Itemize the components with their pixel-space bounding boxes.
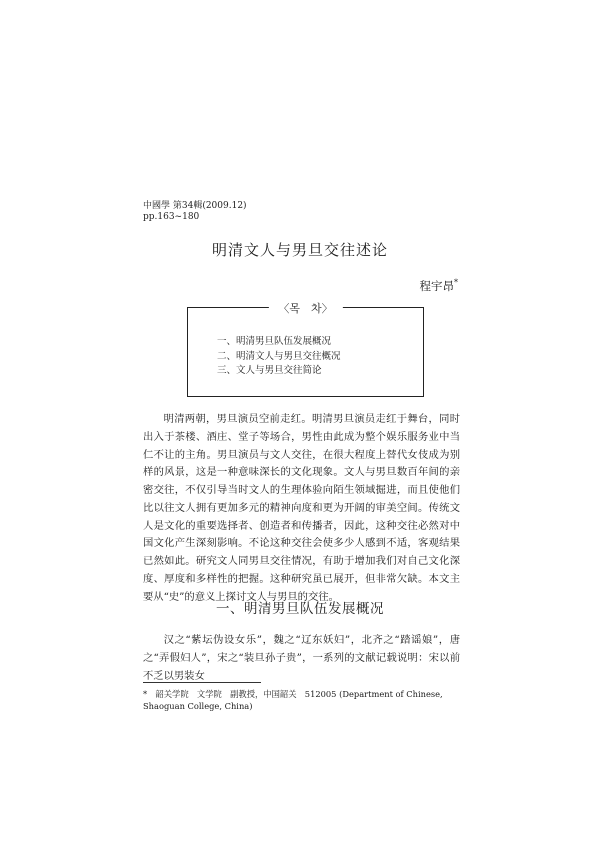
footnote: * 韶关学院 文学院 副教授，中国韶关 512005 (Department of Chinese, Shaoguan College, China) bbox=[143, 689, 443, 711]
footnote-rule bbox=[143, 682, 261, 683]
intro-section bbox=[143, 411, 460, 606]
section-body bbox=[143, 632, 460, 685]
intro-paragraph: 明清两朝，男旦演员空前走红。明清男旦演员走红于舞台，同时出入于茶楼、酒庄、堂子等场合，男性由此成为整个娱乐服务业中当仁不让的主角。男旦演员与文人交往，在很大程度上替代女伎成为别样的风景，这是一种意味深长的文化现象。文人与男旦数百年间的亲密交往，不仅引导当时文人的生理体验向陌生领域掘进，而且使他们比以往文人拥有更加多元的精神向度和更为开阔的审美空间。传统文人是文化的重要选择者、创造者和传播者，因此，这种交往必然对中国文化产生深刻影响。不论这种交往会使多少人感到不适，客观结果已然如此。研究文人同男旦交往情况，有助于增加我们对自己文化深度、厚度和多样性的把握。这种研究虽已展开，但非常欠缺。本文主要从“史”的意义上探讨文人与男旦的交往。 bbox=[143, 413, 460, 603]
paper-title: 明清文人与男旦交往述论 bbox=[211, 241, 388, 259]
section-paragraph: 汉之“紫坛伪设女乐”，魏之“辽东妖妇”，北齐之“踏谣娘”，唐之“弄假妇人”，宋之“装旦孙子贵”，一系列的文献记载说明：宋以前不乏以男装女 bbox=[143, 634, 460, 682]
toc-list bbox=[217, 335, 341, 379]
author-footnote-mark: * bbox=[454, 278, 458, 288]
table-of-contents-box bbox=[187, 302, 424, 397]
page-range: pp.163~180 bbox=[143, 212, 200, 222]
toc-item: 一、明清男旦队伍发展概况 bbox=[217, 336, 332, 347]
toc-heading: 〈목 차〉 bbox=[268, 300, 342, 316]
journal-citation: 中國學 第34輯(2009.12) bbox=[143, 201, 247, 211]
toc-item: 二、明清文人与男旦交往概况 bbox=[217, 350, 341, 362]
toc-item: 三、文人与男旦交往简论 bbox=[217, 365, 322, 376]
author-name: 程宇昂 bbox=[419, 279, 454, 293]
journal-info bbox=[143, 201, 247, 223]
section-heading: 一、明清男旦队伍发展概况 bbox=[216, 601, 384, 617]
author-line bbox=[420, 278, 459, 294]
